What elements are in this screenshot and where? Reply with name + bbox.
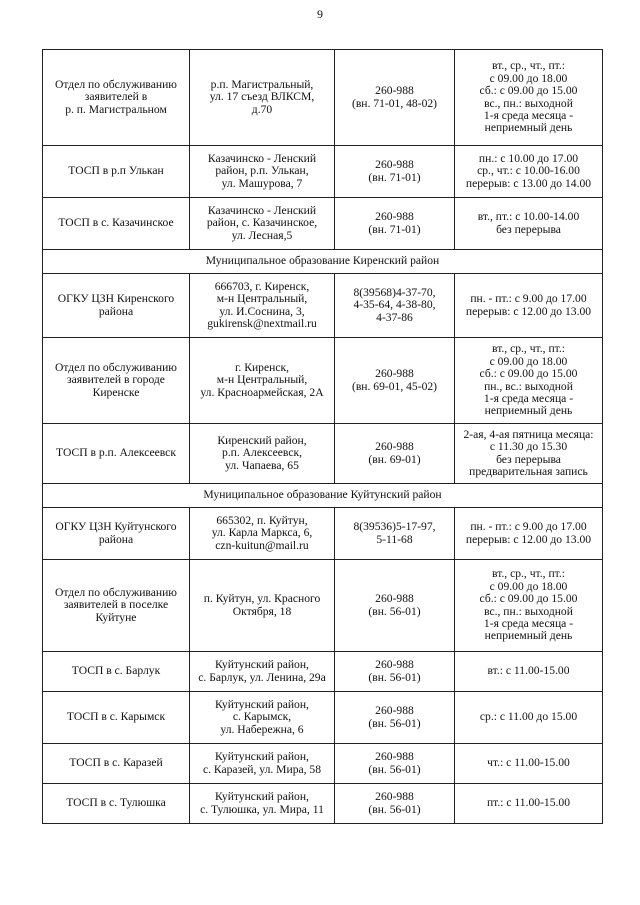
office-name-cell [43, 744, 190, 784]
address-cell [190, 198, 335, 250]
office-name-line: заявителей в городе [67, 373, 165, 387]
office-name-line: ОГКУ ЦЗН Киренского [57, 292, 175, 306]
office-name-cell [43, 652, 190, 692]
address-line: с. Каразей, ул. Мира, 58 [202, 762, 322, 776]
phone-line: 260-988 [375, 750, 414, 764]
table-row [43, 198, 603, 250]
working-hours-line: с 09.00 до 18.00 [489, 354, 568, 368]
offices-table-body [43, 50, 603, 824]
page-number: 9 [317, 7, 323, 21]
working-hours-cell [455, 274, 603, 338]
address-line: с. Карымск, [232, 710, 292, 724]
table-row [43, 424, 603, 484]
office-name-line: р. п. Магистральном [65, 102, 167, 116]
working-hours-line: вт., пт.: с 10.00-14.00 [477, 210, 580, 224]
working-hours-line: без перерыва [496, 452, 561, 466]
phone-line: 8(39568)4-37-70, [353, 285, 436, 299]
working-hours-line: перерыв: с 13.00 до 14.00 [465, 176, 592, 190]
office-name-line: Отдел по обслуживанию [55, 360, 177, 374]
office-name-cell [43, 50, 190, 146]
working-hours-line: неприемный день [484, 121, 573, 135]
phone-cell [335, 274, 455, 338]
address-line: ул. И.Соснина, 3, [219, 304, 305, 318]
address-line: 666703, г. Киренск, [214, 279, 310, 293]
phone-line: 260-988 [375, 704, 414, 718]
working-hours-line: сб.: с 09.00 до 15.00 [479, 592, 578, 606]
office-name-line: заявителей в поселке [63, 598, 169, 612]
working-hours-line: сб.: с 09.00 до 15.00 [479, 84, 578, 98]
working-hours-line: вт., ср., чт., пт.: [492, 567, 565, 581]
table-row [43, 508, 603, 560]
address-line: ул. Набережна, 6 [220, 722, 304, 736]
office-name-cell [43, 146, 190, 198]
office-name-line: Куйтуне [95, 610, 137, 624]
table-row [43, 560, 603, 652]
address-cell [190, 424, 335, 484]
phone-line: 260-988 [375, 158, 414, 172]
working-hours-line: без перерыва [496, 222, 561, 236]
address-line: Киренский район, [217, 433, 307, 447]
table-row [43, 652, 603, 692]
address-cell [190, 692, 335, 744]
address-line: Куйтунский район, [215, 697, 309, 711]
office-name-line: заявителей в [84, 90, 148, 104]
section-header-row [43, 484, 603, 508]
phone-cell [335, 424, 455, 484]
phone-cell [335, 146, 455, 198]
office-name-line: ТОСП в с. Тулюшка [66, 796, 166, 810]
office-name-cell [43, 784, 190, 824]
working-hours-line: 2-ая, 4-ая пятница месяца: [463, 427, 594, 441]
working-hours-cell [455, 146, 603, 198]
address-line: czn-kuitun@mail.ru [215, 538, 309, 552]
office-name-line: ТОСП в с. Каразей [69, 756, 163, 770]
table-row [43, 274, 603, 338]
address-line: ул. Карла Маркса, 6, [211, 526, 313, 540]
phone-line: 260-988 [375, 367, 414, 381]
office-name-cell [43, 508, 190, 560]
phone-cell [335, 652, 455, 692]
office-name-cell [43, 198, 190, 250]
office-name-line: Отдел по обслуживанию [55, 585, 177, 599]
address-cell [190, 146, 335, 198]
address-line: Казачинско - Ленский [207, 151, 317, 165]
phone-line: 5-11-68 [376, 532, 413, 546]
phone-cell [335, 508, 455, 560]
working-hours-line: пн.: с 10.00 до 17.00 [478, 151, 579, 165]
office-name-cell [43, 274, 190, 338]
phone-line: 260-988 [375, 658, 414, 672]
table-row [43, 784, 603, 824]
working-hours-line: неприемный день [484, 404, 573, 418]
address-line: Куйтунский район, [215, 658, 309, 672]
working-hours-line: с 11.30 до 15.30 [489, 440, 568, 454]
office-name-line: района [98, 304, 134, 318]
working-hours-cell [455, 692, 603, 744]
office-name-line: ТОСП в с. Казачинское [58, 216, 174, 230]
working-hours-line: вт., ср., чт., пт.: [492, 59, 565, 73]
address-line: г. Киренск, [234, 360, 289, 374]
address-line: п. Куйтун, ул. Красного [203, 592, 321, 606]
working-hours-line: пн. - пт.: с 9.00 до 17.00 [470, 292, 587, 306]
phone-line: (вн. 56-01) [368, 670, 421, 684]
working-hours-cell [455, 652, 603, 692]
working-hours-line: пн. - пт.: с 9.00 до 17.00 [470, 520, 587, 534]
section-title: Муниципальное образование Киренский район [43, 250, 603, 274]
office-name-cell [43, 424, 190, 484]
working-hours-line: с 09.00 до 18.00 [489, 579, 568, 593]
table-row [43, 50, 603, 146]
working-hours-line: пт.: с 11.00-15.00 [486, 796, 571, 810]
table-row [43, 146, 603, 198]
working-hours-cell [455, 338, 603, 424]
office-name-line: ТОСП в с. Карымск [66, 710, 166, 724]
address-line: 665302, п. Куйтун, [216, 513, 308, 527]
phone-line: 260-988 [375, 210, 414, 224]
address-cell [190, 338, 335, 424]
working-hours-line: 1-я среда месяца - [483, 108, 574, 122]
working-hours-line: вт., ср., чт., пт.: [492, 342, 565, 356]
working-hours-line: перерыв: с 12.00 до 13.00 [465, 304, 592, 318]
address-cell [190, 744, 335, 784]
address-cell [190, 784, 335, 824]
phone-line: (вн. 56-01) [368, 802, 421, 816]
working-hours-line: ср.: с 11.00 до 15.00 [479, 710, 578, 724]
address-line: д.70 [251, 102, 273, 116]
working-hours-cell [455, 424, 603, 484]
phone-cell [335, 50, 455, 146]
working-hours-line: предварительная запись [469, 464, 588, 478]
table-row [43, 692, 603, 744]
working-hours-line: чт.: с 11.00-15.00 [487, 756, 570, 770]
phone-cell [335, 198, 455, 250]
table-row [43, 744, 603, 784]
working-hours-cell [455, 784, 603, 824]
working-hours-cell [455, 50, 603, 146]
phone-line: (вн. 71-01) [368, 170, 421, 184]
address-line: Куйтунский район, [215, 790, 309, 804]
section-header-row [43, 250, 603, 274]
address-line: Куйтунский район, [215, 750, 309, 764]
working-hours-cell [455, 198, 603, 250]
phone-line: (вн. 71-01) [368, 222, 421, 236]
address-line: ул. Чапаева, 65 [225, 458, 299, 472]
working-hours-line: с 09.00 до 18.00 [489, 71, 568, 85]
working-hours-cell [455, 508, 603, 560]
phone-line: (вн. 69-01) [368, 452, 421, 466]
phone-line: (вн. 56-01) [368, 762, 421, 776]
working-hours-line: сб.: с 09.00 до 15.00 [479, 367, 578, 381]
phone-cell [335, 744, 455, 784]
office-name-line: ТОСП в р.п. Алексеевск [56, 446, 176, 460]
working-hours-line: ср., чт.: с 10.00-16.00 [477, 164, 580, 178]
address-cell [190, 508, 335, 560]
address-line: район, р.п. Улькан, [215, 164, 309, 178]
working-hours-line: пн., вс.: выходной [484, 379, 573, 393]
phone-line: 4-35-64, 4-38-80, [353, 298, 436, 312]
office-name-line: ТОСП в р.п Улькан [68, 164, 164, 178]
address-line: р.п. Магистральный, [210, 77, 314, 91]
office-name-cell [43, 560, 190, 652]
table-row [43, 338, 603, 424]
phone-cell [335, 692, 455, 744]
phone-cell [335, 784, 455, 824]
address-line: м-н Центральный, [216, 292, 308, 306]
address-line: с. Барлук, ул. Ленина, 29а [198, 670, 326, 684]
office-name-cell [43, 692, 190, 744]
address-line: район, с. Казачинское, [206, 216, 318, 230]
office-name-line: Отдел по обслуживанию [55, 77, 177, 91]
working-hours-line: перерыв: с 12.00 до 13.00 [465, 532, 592, 546]
address-cell [190, 560, 335, 652]
working-hours-cell [455, 744, 603, 784]
address-cell [190, 652, 335, 692]
working-hours-cell [455, 560, 603, 652]
address-line: ул. Красноармейская, 2А [200, 385, 324, 399]
phone-line: (вн. 69-01, 45-02) [351, 379, 438, 393]
phone-line: 260-988 [375, 592, 414, 606]
office-name-line: ОГКУ ЦЗН Куйтунского [55, 520, 177, 534]
section-title: Муниципальное образование Куйтунский район [43, 484, 603, 508]
address-line: ул. Лесная,5 [231, 228, 293, 242]
phone-line: 260-988 [375, 84, 414, 98]
address-line: р.п. Алексеевск, [221, 446, 302, 460]
phone-line: 4-37-86 [376, 310, 413, 324]
working-hours-line: вс., пн.: выходной [484, 96, 573, 110]
phone-line: 260-988 [375, 790, 414, 804]
address-line: с. Тулюшка, ул. Мира, 11 [200, 802, 324, 816]
address-cell [190, 274, 335, 338]
phone-line: (вн. 56-01) [368, 716, 421, 730]
working-hours-line: вс., пн.: выходной [484, 604, 573, 618]
office-name-line: Киренске [92, 385, 140, 399]
phone-line: 8(39536)5-17-97, [353, 520, 436, 534]
working-hours-line: неприемный день [484, 629, 573, 643]
address-line: Октября, 18 [232, 604, 292, 618]
address-line: Казачинско - Ленский [207, 203, 317, 217]
office-name-line: ТОСП в с. Барлук [71, 664, 161, 678]
working-hours-line: 1-я среда месяца - [483, 616, 574, 630]
phone-line: (вн. 71-01, 48-02) [351, 96, 438, 110]
offices-table [42, 49, 603, 824]
address-line: ул. 17 съезд ВЛКСМ, [209, 90, 315, 104]
phone-line: 260-988 [375, 440, 414, 454]
office-name-cell [43, 338, 190, 424]
address-line: gukirensk@nextmail.ru [207, 316, 317, 330]
office-name-line: района [98, 532, 134, 546]
working-hours-line: 1-я среда месяца - [483, 391, 574, 405]
address-cell [190, 50, 335, 146]
phone-cell [335, 560, 455, 652]
phone-cell [335, 338, 455, 424]
address-line: м-н Центральный, [216, 373, 308, 387]
address-line: ул. Машурова, 7 [221, 176, 303, 190]
phone-line: (вн. 56-01) [368, 604, 421, 618]
working-hours-line: вт.: с 11.00-15.00 [487, 664, 570, 678]
